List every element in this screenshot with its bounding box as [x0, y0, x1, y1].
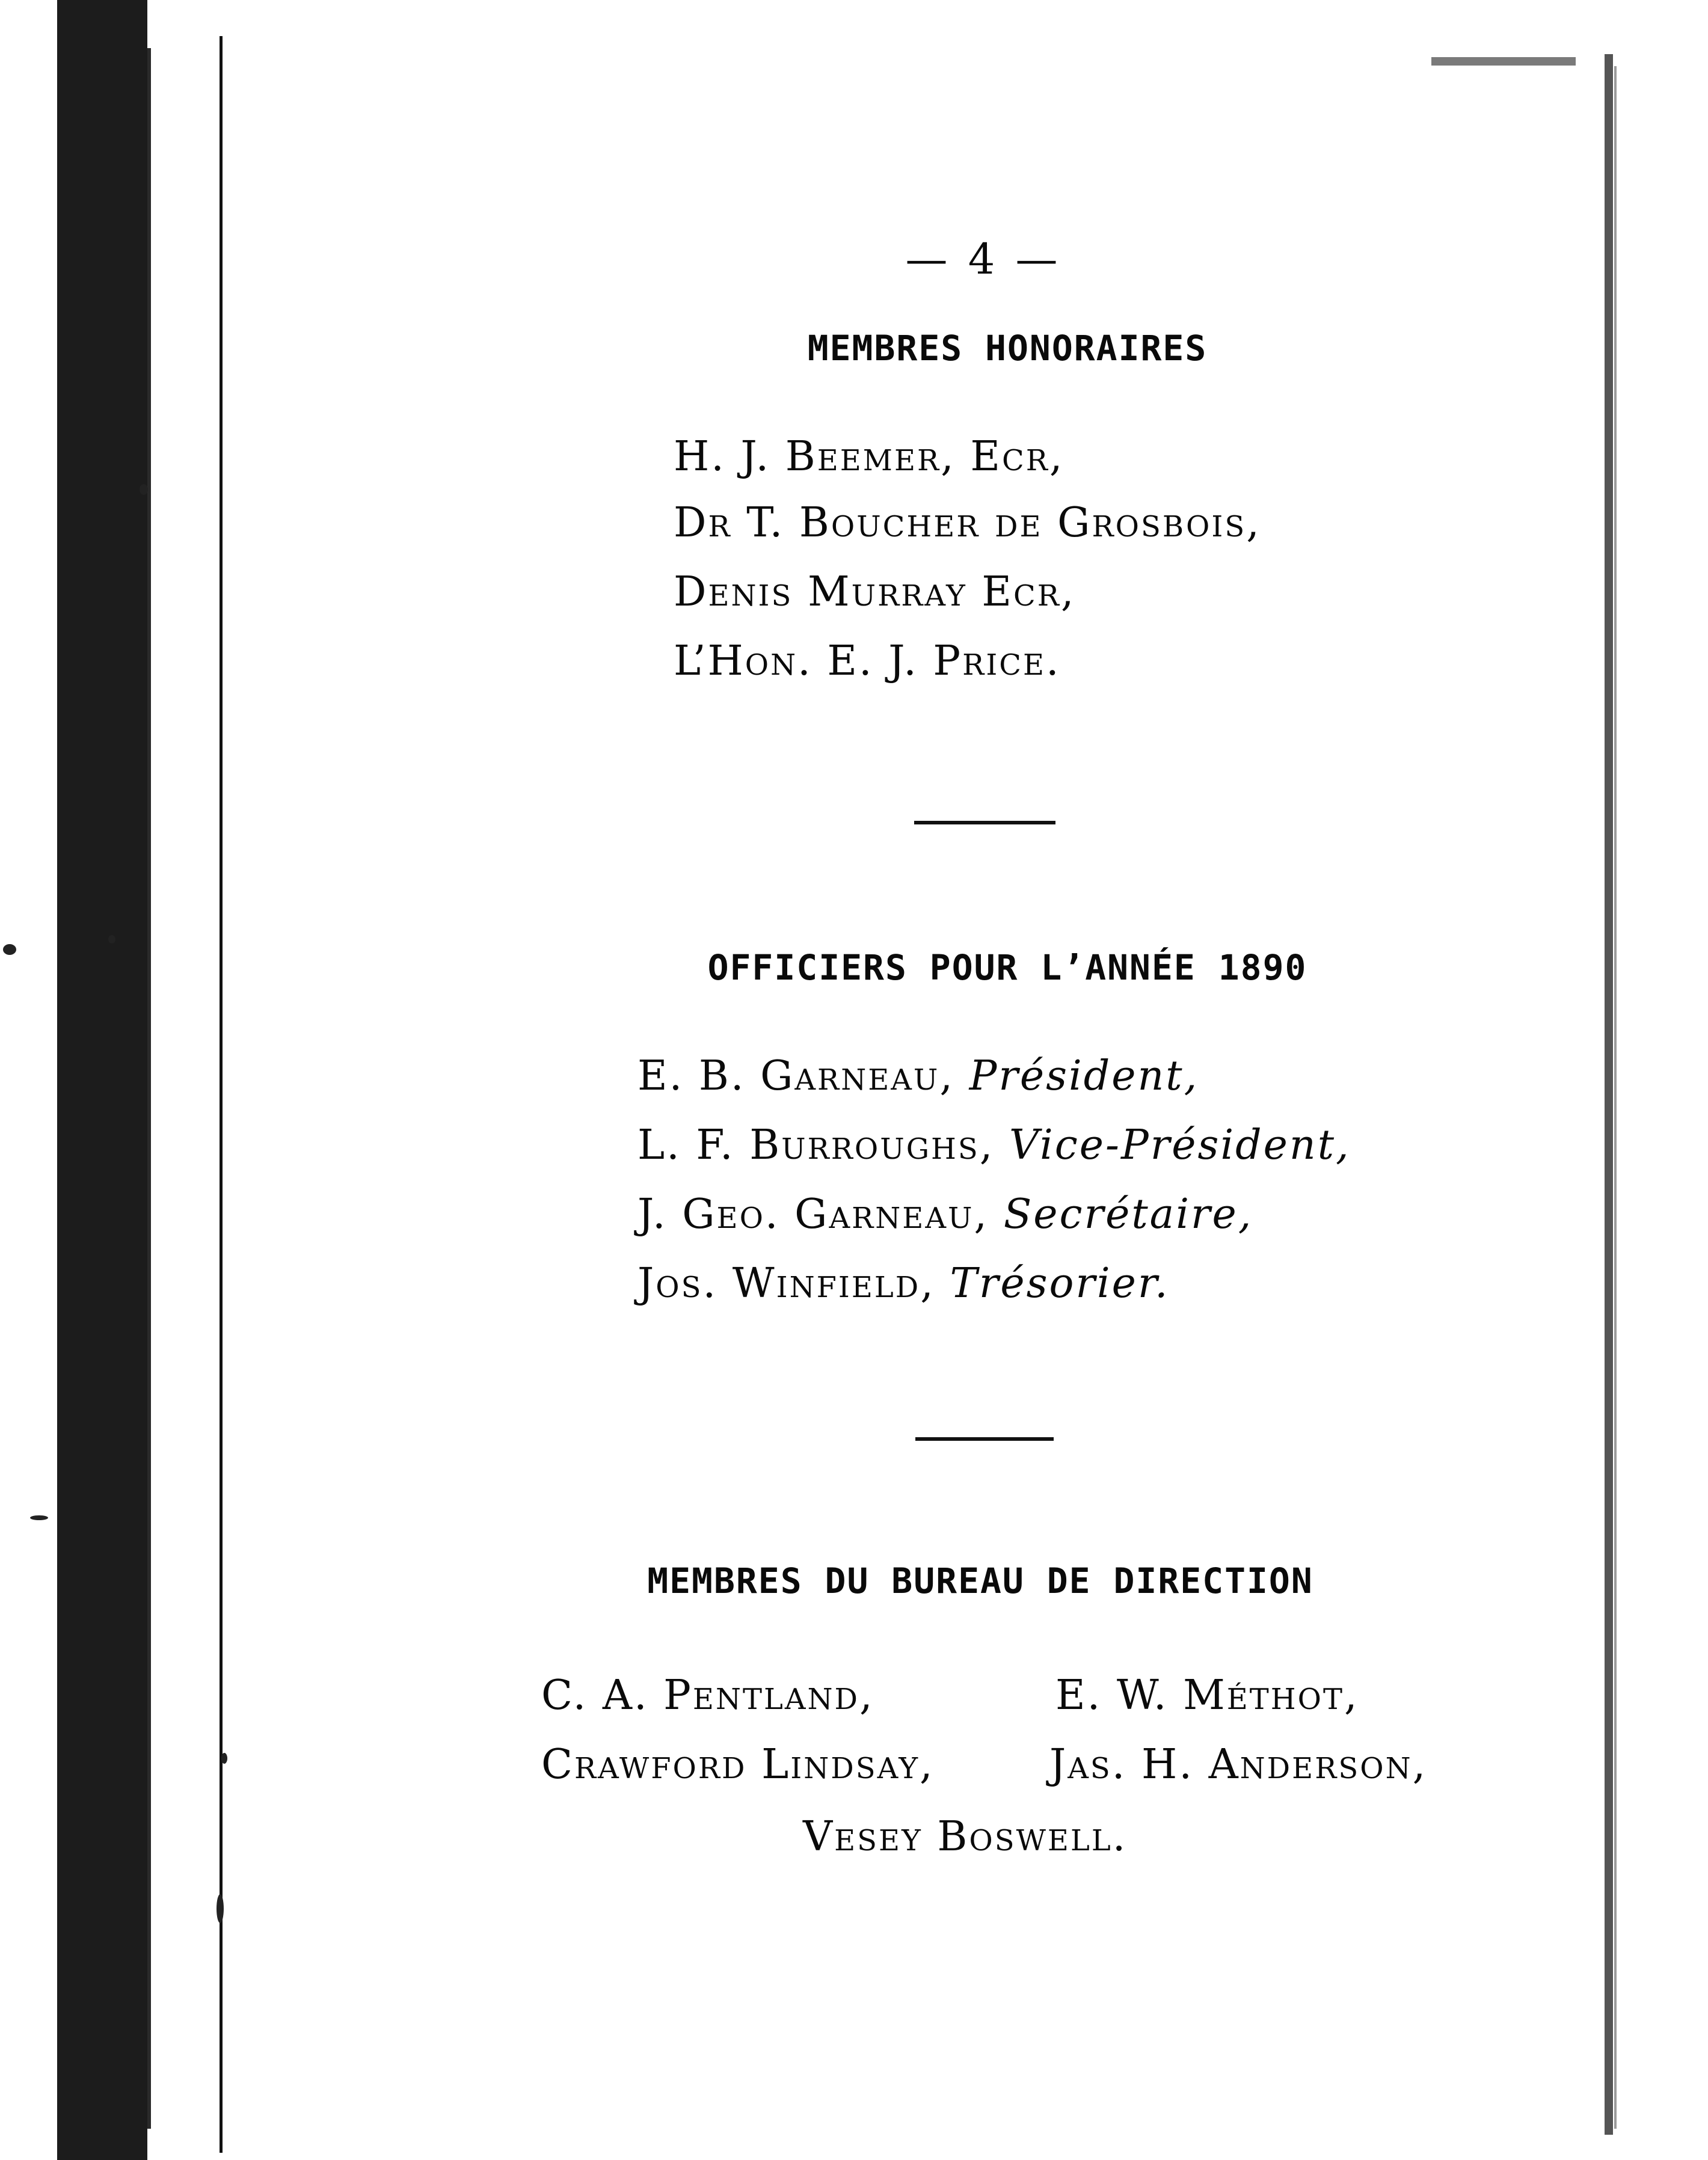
scan-right-edge: [1605, 54, 1613, 2135]
scan-speck: [221, 1753, 227, 1764]
section-divider: [914, 821, 1055, 824]
director-name: Crawford Lindsay,: [541, 1741, 935, 1788]
officer-role: Secrétaire,: [1003, 1191, 1253, 1238]
officer-line: [637, 1191, 1253, 1238]
scan-speck: [3, 944, 16, 955]
officer-line: [637, 1121, 1351, 1169]
officer-name: J. Geo. Garneau,: [637, 1191, 989, 1238]
scan-left-border: [0, 0, 147, 2160]
scan-top-mark: [1431, 57, 1576, 66]
officer-name: Jos. Winfield,: [637, 1260, 935, 1307]
officer-role: Vice-Président,: [1009, 1121, 1351, 1169]
director-name: Jas. H. Anderson,: [1049, 1741, 1428, 1788]
director-name: Vesey Boswell.: [803, 1813, 1128, 1861]
director-name: C. A. Pentland,: [541, 1672, 874, 1719]
scan-right-edge-light: [1614, 66, 1617, 2129]
honorary-member: Denis Murray Ecr,: [674, 568, 1076, 616]
scan-speck: [140, 484, 148, 495]
officer-role: Trésorier.: [950, 1260, 1170, 1307]
officer-name: L. F. Burroughs,: [637, 1121, 995, 1169]
scan-speck: [217, 1894, 224, 1923]
honorary-member: Dr T. Boucher de Grosbois,: [674, 499, 1261, 547]
honorary-member: H. J. Beemer, Ecr,: [674, 433, 1064, 480]
honorary-member: L’Hon. E. J. Price.: [674, 637, 1061, 685]
officer-line: [637, 1052, 1199, 1100]
scan-speck: [108, 935, 115, 943]
page-number: — 4 —: [905, 235, 1061, 284]
section-divider: [915, 1437, 1054, 1441]
scan-speck: [30, 1515, 48, 1520]
officer-name: E. B. Garneau,: [637, 1052, 954, 1100]
section-heading-honoraires: MEMBRES HONORAIRES: [807, 328, 1208, 369]
officer-line: [637, 1260, 1170, 1307]
section-heading-officiers: OFFICIERS POUR L’ANNÉE 1890: [707, 947, 1307, 988]
officer-role: Président,: [969, 1052, 1199, 1100]
section-heading-direction: MEMBRES DU BUREAU DE DIRECTION: [647, 1560, 1313, 1601]
director-name: E. W. Méthot,: [1055, 1672, 1359, 1719]
